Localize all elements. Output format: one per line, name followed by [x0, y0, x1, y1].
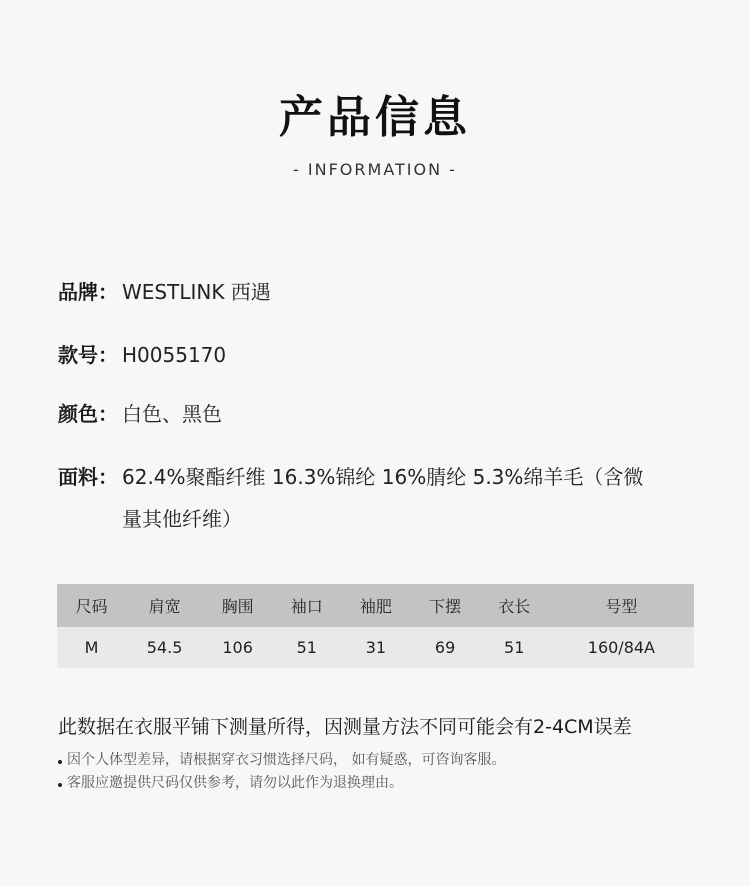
- col-header-length: 衣长: [480, 584, 549, 627]
- cell-chest: 106: [203, 627, 272, 668]
- note-item-text: 因个人体型差异，请根据穿衣习惯选择尺码， 如有疑惑，可咨询客服。: [67, 752, 506, 768]
- fabric-label: 面料：: [58, 465, 118, 489]
- info-row-brand: [58, 271, 698, 313]
- cell-length: 51: [480, 627, 549, 668]
- info-row-style-number: [58, 334, 698, 376]
- page-subtitle: - INFORMATION -: [293, 160, 457, 179]
- cell-size: M: [57, 627, 126, 668]
- col-header-chest: 胸围: [203, 584, 272, 627]
- note-item: [58, 750, 505, 770]
- info-row-color: [58, 393, 698, 435]
- col-header-sleeve-width: 袖肥: [341, 584, 410, 627]
- bullet-icon: [58, 760, 62, 764]
- measurement-note: 此数据在衣服平铺下测量所得，因测量方法不同可能会有2-4CM误差: [58, 716, 632, 738]
- style-number-label: 款号：: [58, 343, 118, 367]
- note-item-text: 客服应邀提供尺码仅供参考，请勿以此作为退换理由。: [67, 775, 403, 791]
- brand-label: 品牌：: [58, 280, 118, 304]
- cell-hem: 69: [411, 627, 480, 668]
- color-label: 颜色：: [58, 402, 118, 426]
- col-header-cuff: 袖口: [272, 584, 341, 627]
- size-table: [57, 584, 694, 668]
- cell-shoulder: 54.5: [126, 627, 203, 668]
- info-row-fabric: [58, 456, 658, 540]
- brand-value: WESTLINK 西遇: [122, 280, 271, 304]
- col-header-shoulder: 肩宽: [126, 584, 203, 627]
- fabric-value: 62.4%聚酯纤维 16.3%锦纶 16%腈纶 5.3%绵羊毛（含微量其他纤维）: [122, 465, 644, 531]
- page-title: 产品信息: [279, 92, 471, 143]
- bullet-icon: [58, 783, 62, 787]
- col-header-fit-code: 号型: [549, 584, 694, 627]
- cell-sleeve-width: 31: [341, 627, 410, 668]
- note-item: [58, 773, 403, 793]
- table-row: [57, 627, 694, 668]
- col-header-size: 尺码: [57, 584, 126, 627]
- cell-cuff: 51: [272, 627, 341, 668]
- cell-fit-code: 160/84A: [549, 627, 694, 668]
- col-header-hem: 下摆: [411, 584, 480, 627]
- color-value: 白色、黑色: [122, 402, 222, 426]
- size-table-header-row: [57, 584, 694, 627]
- style-number-value: H0055170: [122, 343, 227, 367]
